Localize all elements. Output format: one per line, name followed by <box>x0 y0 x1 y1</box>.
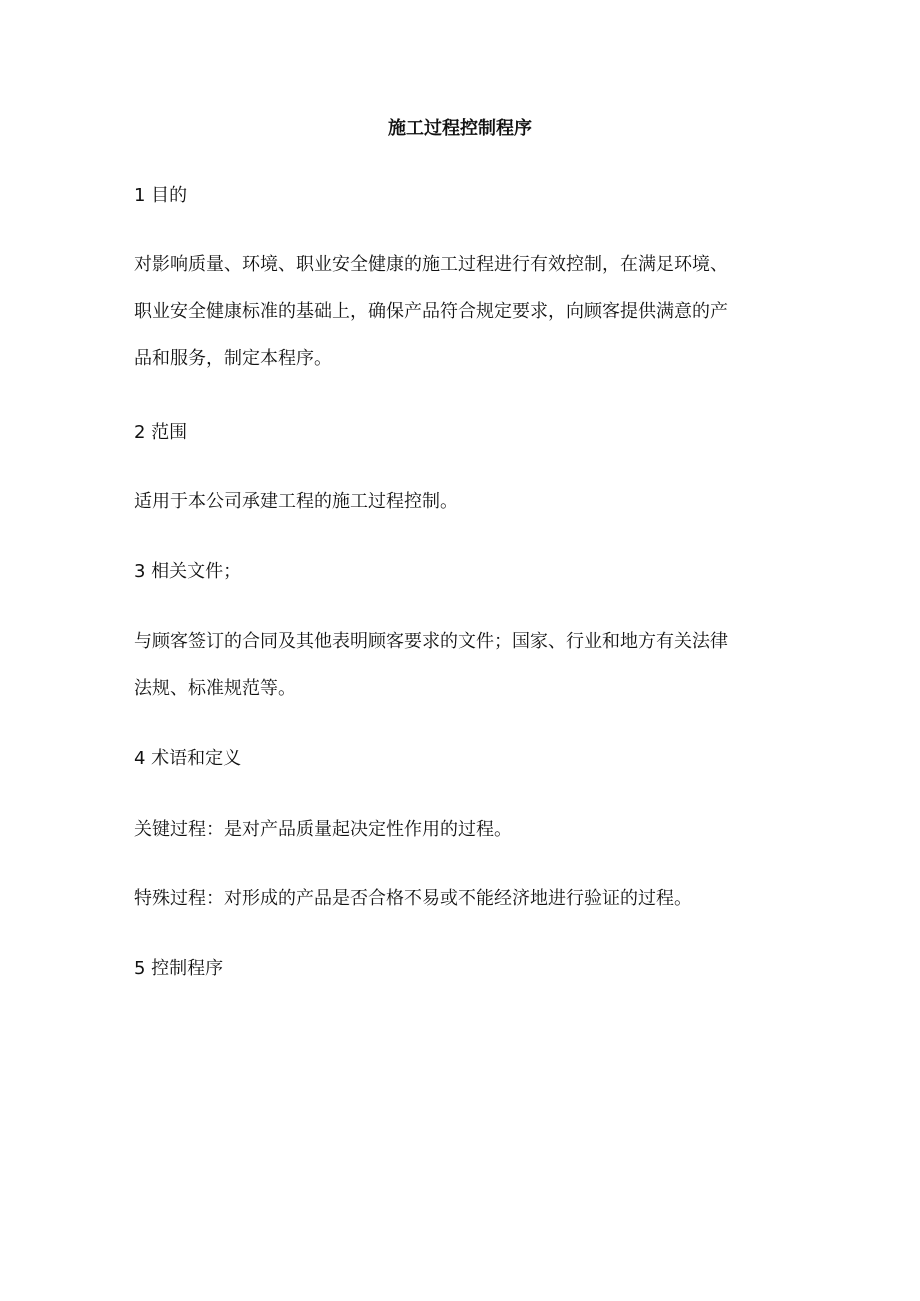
section-5-heading: 5 控制程序 <box>134 958 224 979</box>
section-1-line-1: 对影响质量、环境、职业安全健康的施工过程进行有效控制，在满足环境、 <box>134 254 728 275</box>
section-1-heading: 1 目的 <box>134 185 188 206</box>
section-3-line-2: 法规、标准规范等。 <box>134 678 296 699</box>
section-1-line-2: 职业安全健康标准的基础上，确保产品符合规定要求，向顾客提供满意的产 <box>134 301 728 322</box>
section-3-heading: 3 相关文件； <box>134 561 242 582</box>
section-1-line-3: 品和服务，制定本程序。 <box>134 348 332 369</box>
section-3-line-1: 与顾客签订的合同及其他表明顾客要求的文件；国家、行业和地方有关法律 <box>134 631 728 652</box>
document-title: 施工过程控制程序 <box>388 118 532 139</box>
section-4-heading: 4 术语和定义 <box>134 748 242 769</box>
key-process-definition: 关键过程：是对产品质量起决定性作用的过程。 <box>134 819 512 840</box>
section-3-body <box>134 629 814 702</box>
special-process-definition: 特殊过程：对形成的产品是否合格不易或不能经济地进行验证的过程。 <box>134 888 692 909</box>
section-1-body <box>134 252 814 372</box>
section-2-body: 适用于本公司承建工程的施工过程控制。 <box>134 491 458 512</box>
section-2-heading: 2 范围 <box>134 422 188 443</box>
